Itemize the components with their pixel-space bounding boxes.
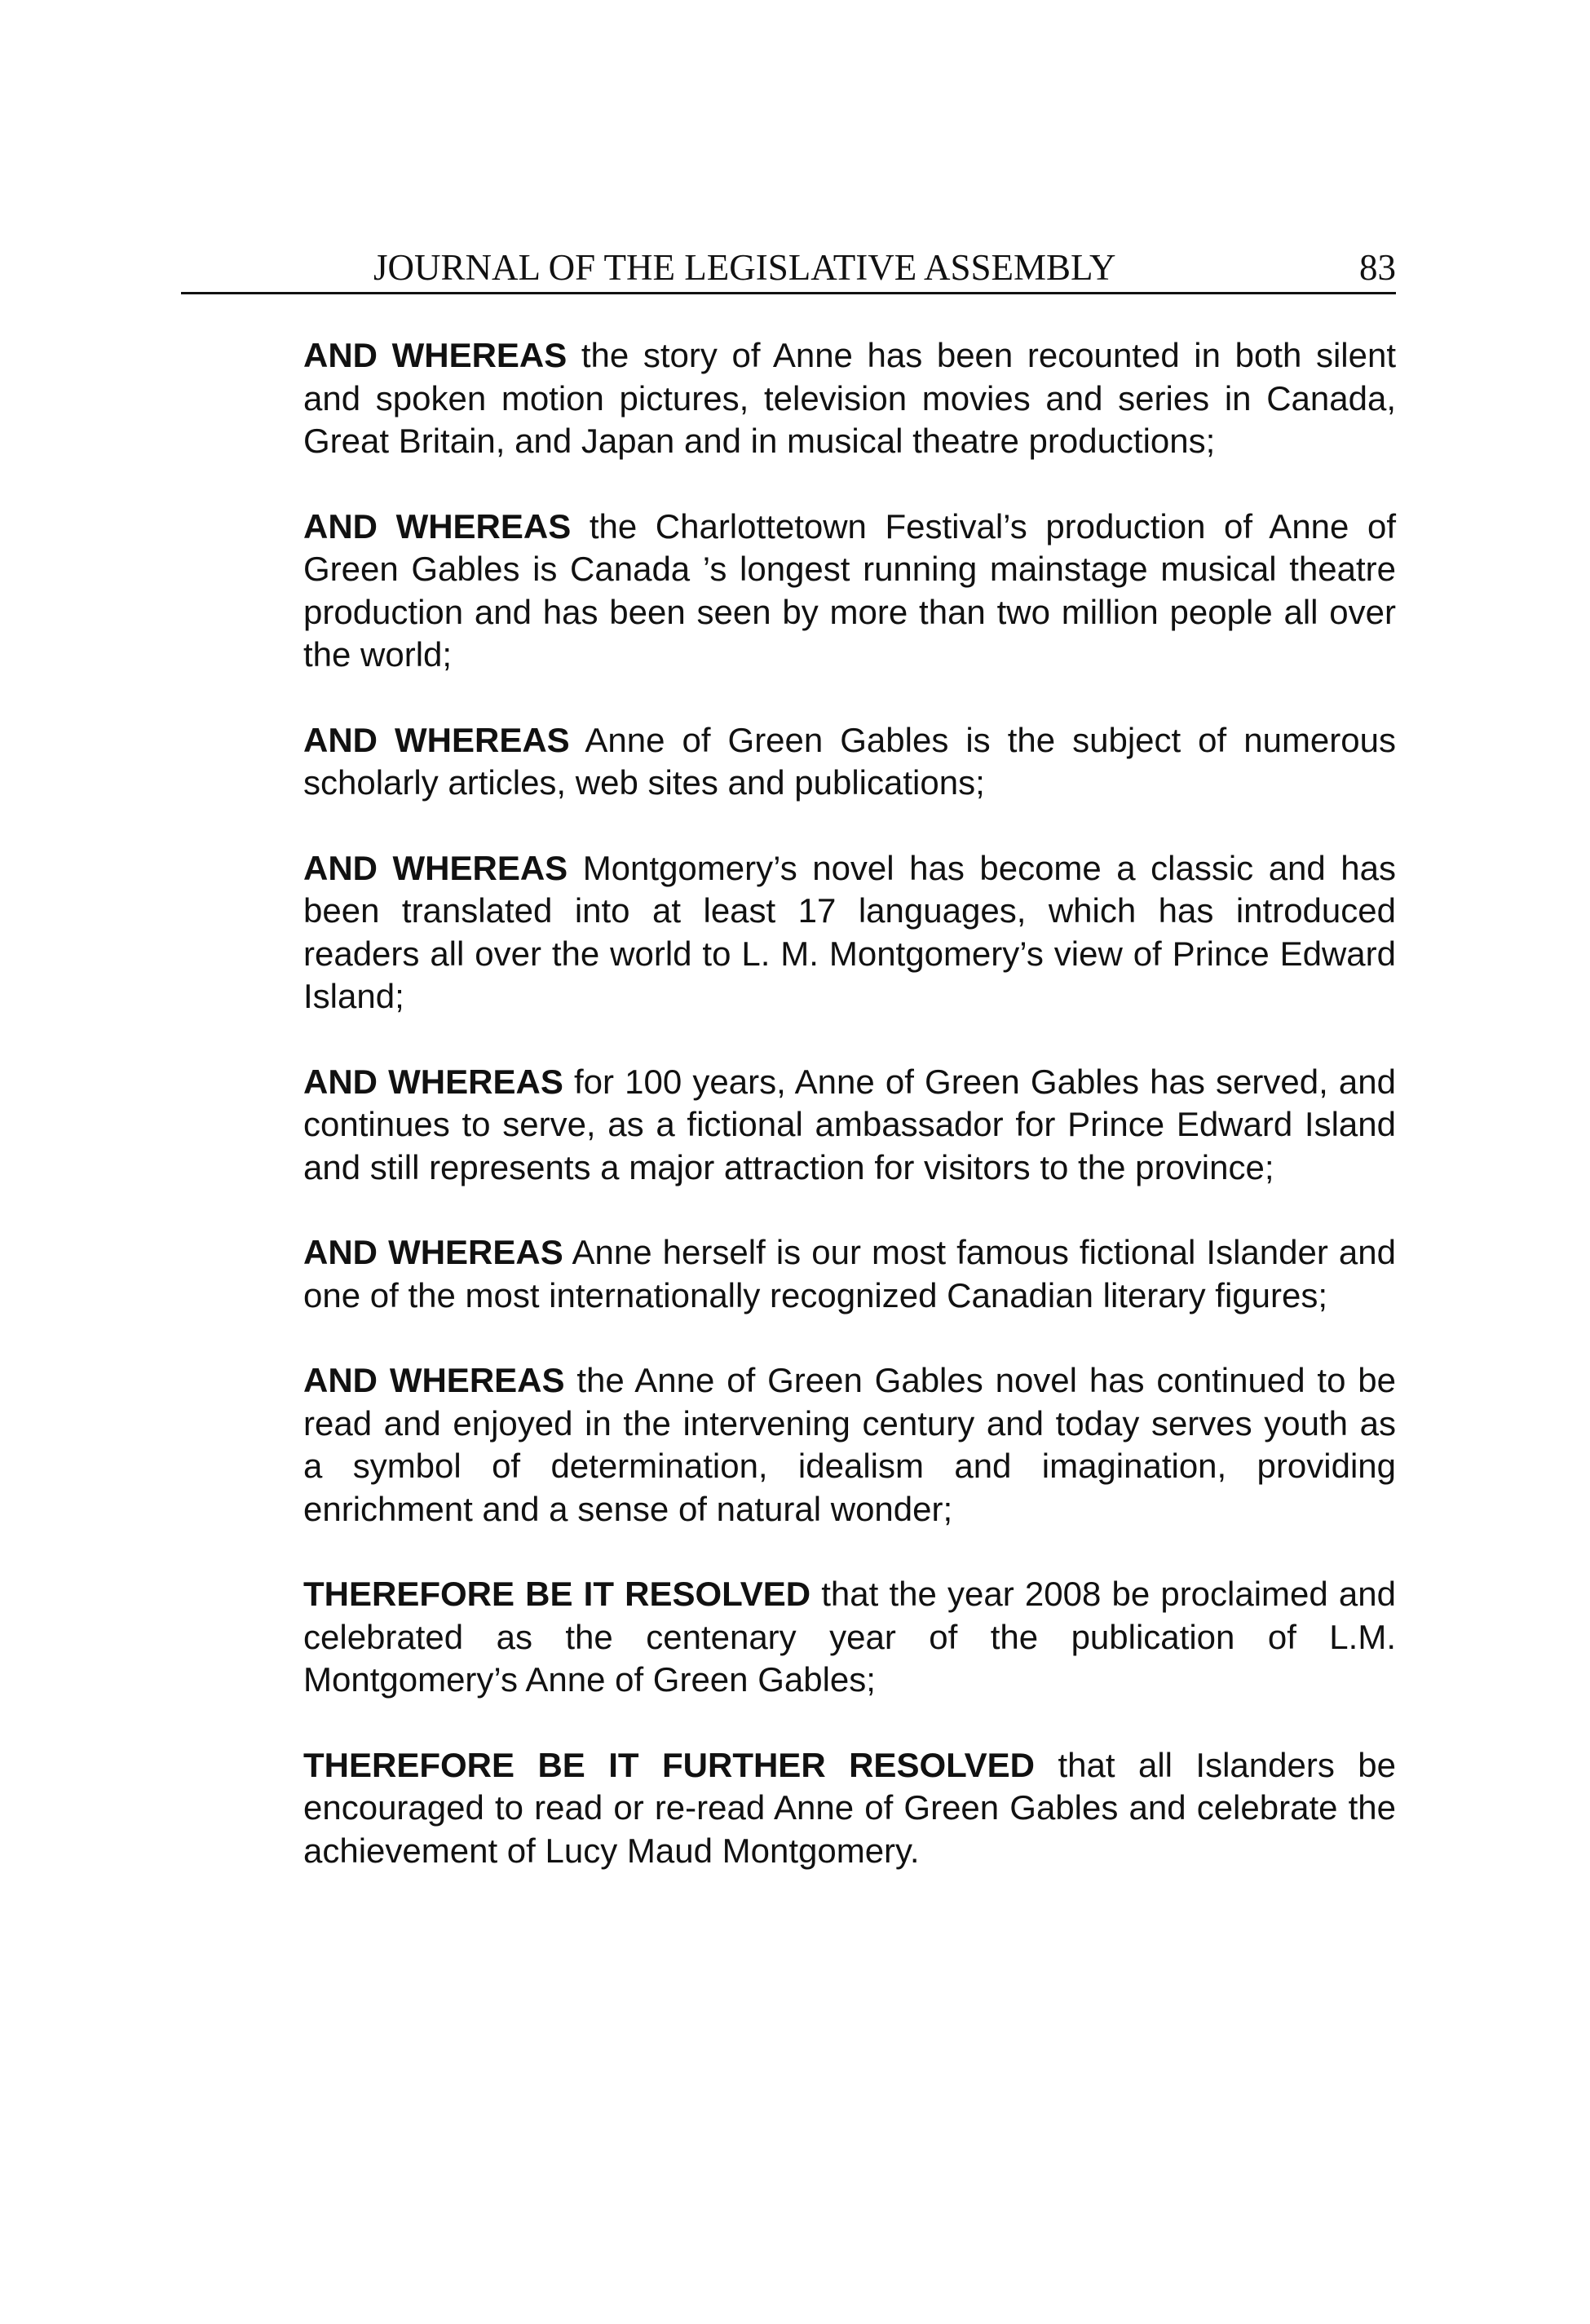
running-header (181, 243, 1396, 294)
whereas-paragraph-6 (303, 1231, 1396, 1317)
whereas-paragraph-1 (303, 334, 1396, 463)
paragraph-text: for 100 years, Anne of Green Gables has served, and continues to serve, as a fictional ambassador for Prince Edward Island and still represents a major attraction for visitors to the province; (303, 1062, 1396, 1186)
paragraph-lead: AND WHEREAS (303, 1361, 565, 1399)
running-title: JOURNAL OF THE LEGISLATIVE ASSEMBLY (373, 247, 1116, 288)
page-number: 83 (1359, 247, 1396, 288)
paragraph-lead: THEREFORE BE IT RESOLVED (303, 1575, 811, 1613)
resolution-body (303, 334, 1396, 1915)
paragraph-text: Montgomery’s novel has become a classic and has been translated into at least 17 languages, which has introduced readers all over the world to L. M. Montgomery’s view of Prince Edward Island; (303, 848, 1396, 1015)
paragraph-lead: AND WHEREAS (303, 1233, 563, 1271)
paragraph-text: that the year 2008 be proclaimed and celebrated as the centenary year of the publication of L.M. Montgomery’s Anne of Green Gables; (303, 1575, 1396, 1699)
paragraph-lead: AND WHEREAS (303, 336, 568, 374)
whereas-paragraph-2 (303, 506, 1396, 677)
paragraph-text: Anne herself is our most famous fictional Islander and one of the most internationally recognized Canadian literary figures; (303, 1233, 1396, 1314)
whereas-paragraph-3 (303, 719, 1396, 805)
paragraph-lead: AND WHEREAS (303, 1062, 563, 1101)
paragraph-lead: AND WHEREAS (303, 848, 568, 887)
whereas-paragraph-7 (303, 1359, 1396, 1531)
paragraph-text: that all Islanders be encouraged to read or re-read Anne of Green Gables and celebrate the achievement of Lucy Maud Montgomery. (303, 1745, 1397, 1870)
paragraph-lead: THEREFORE BE IT FURTHER RESOLVED (303, 1745, 1036, 1784)
paragraph-text: the Charlottetown Festival’s production of Anne of Green Gables is Canada ’s longest running mainstage musical theatre production and has been seen by more than two million people all over the world; (303, 506, 1396, 674)
whereas-paragraph-4 (303, 847, 1396, 1018)
whereas-paragraph-5 (303, 1061, 1396, 1190)
paragraph-text: the Anne of Green Gables novel has continued to be read and enjoyed in the intervening century and today serves youth as a symbol of determination, idealism and imagination, providing enrichment and a sense of natural wonder; (303, 1361, 1396, 1528)
resolved-paragraph (303, 1573, 1396, 1702)
further-resolved-paragraph (303, 1744, 1396, 1873)
paragraph-lead: AND WHEREAS (303, 506, 572, 546)
paragraph-text: the story of Anne has been recounted in both silent and spoken motion pictures, television movies and series in Canada, Great Britain, and Japan and in musical theatre productions; (303, 336, 1396, 460)
paragraph-lead: AND WHEREAS (303, 720, 570, 759)
paragraph-text: Anne of Green Gables is the subject of numerous scholarly articles, web sites and publications; (303, 720, 1396, 802)
